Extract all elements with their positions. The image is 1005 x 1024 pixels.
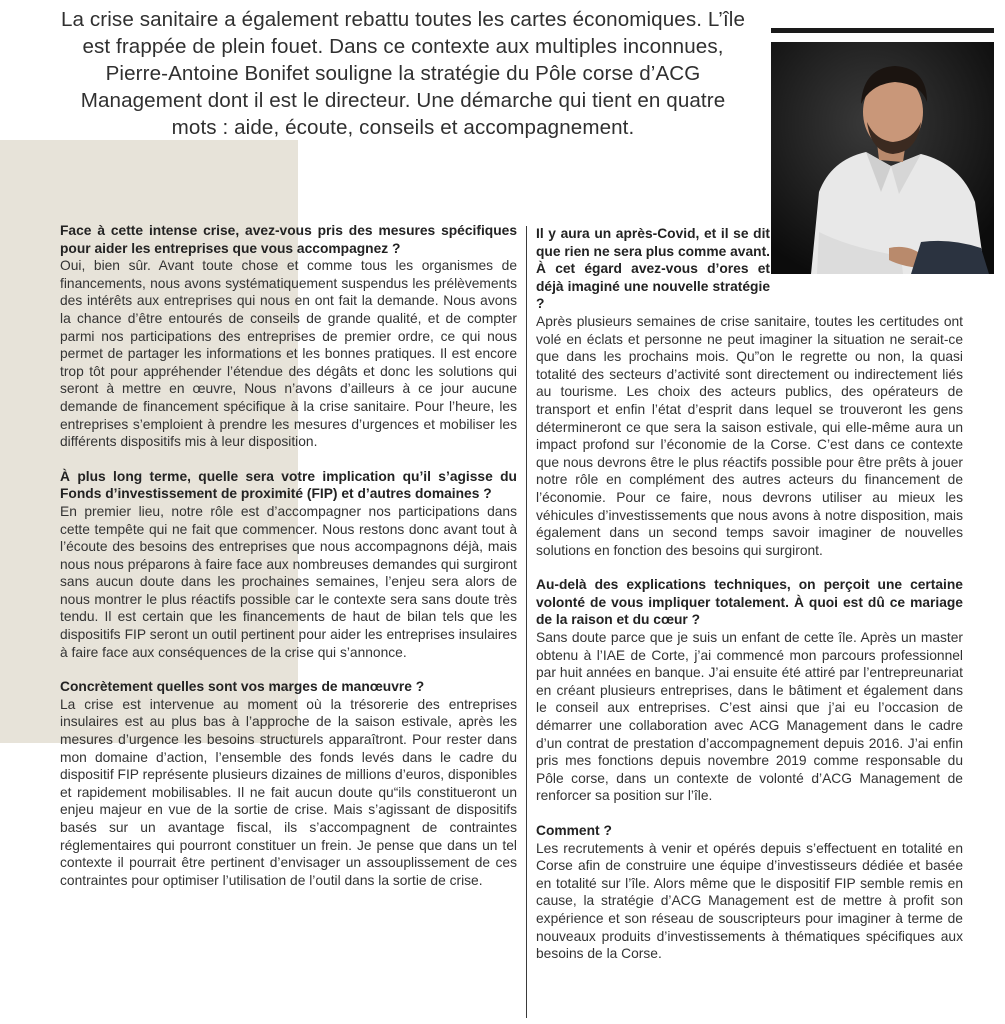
answer-paragraph: Sans doute parce que je suis un enfant de cette île. Après un master obtenu à l’IAE de Corte, j’ai commencé mon parcours professionnel par huit années en banque. J’ai ensuite été attiré par l’entrepreunariat en créant plusieurs entreprises, dans le bâtiment et également dans le conseil aux entreprises. C’est ainsi que j’ai eu l’occasion de démarrer une collaboration avec ACG Management dans le cadre d’un contrat de prestation d’accompagnement depuis 2016. J’ai enfin pris mes fonctions depuis novembre 2019 comme responsable du Pôle corse, dans un contexte de volonté d’ACG Management de renforcer sa position sur l’île. <box>536 630 963 804</box>
question-heading: Comment ? <box>536 823 612 838</box>
qa-block <box>60 678 517 889</box>
intro-paragraph: La crise sanitaire a également rebattu toutes les cartes économiques. L’île est frappée de plein fouet. Dans ce contexte aux multiples inconnues, Pierre-Antoine Bonifet souligne la stratégie du Pôle corse d’ACG Management dont il est le directeur. Une démarche qui tient en quatre mots : aide, écoute, conseils et accompagnement. <box>60 8 746 139</box>
qa-block <box>536 576 963 805</box>
qa-block <box>536 225 963 559</box>
question-heading: Il y aura un après-Covid, et il se dit que rien ne sera plus comme avant. À cet égard avez-vous d’ores et déjà imaginé une nouvelle stratégie ? <box>536 226 770 312</box>
answer-paragraph: Les recrutements à venir et opérés depuis s’effectuent en totalité en Corse afin de construire une équipe d’investisseurs dédiée et basée en totalité sur l’île. Alors même que le dispositif FIP semble remis en cause, la stratégie d’ACG Management est de mettre à profit son expérience et son réseau de souscripteurs pour imaginer à terme de nouveaux produits d’investissements à thématiques spécifiques aux besoins de la Corse. <box>536 840 963 962</box>
header-rule <box>771 28 994 33</box>
left-column <box>60 222 517 1024</box>
answer-paragraph: Oui, bien sûr. Avant toute chose et comme tous les organismes de financements, nous avons systématiquement suspendus les prélèvements des intérêts aux entreprises qui nous en ont fait la demande. Nous avons la chance d’être entourés de conseils de grande qualité, et de compter parmi nos participations des entreprises de premier ordre, ce qui nous permet de partager les informations et les bonnes pratiques. Il est encore trop tôt pour appréhender l’étendue des dégâts et donc les solutions qui seront à mettre en œuvre, Nous n’avons d’ailleurs à ce jour aucune demande de financement spécifique à la crise sanitaire. Pour l’heure, les entreprises s’emploient à prendre les mesures d’urgences et mobiliser les différents dispositifs mis à leur disposition. <box>60 258 517 450</box>
question-heading: Concrètement quelles sont vos marges de manœuvre ? <box>60 679 425 695</box>
right-column <box>536 225 963 1024</box>
question-heading: Face à cette intense crise, avez-vous pris des mesures spécifiques pour aider les entreprises que vous accompagnez ? <box>60 223 517 256</box>
question-heading: Au-delà des explications techniques, on perçoit une certaine volonté de vous impliquer totalement. À quoi est dû ce mariage de la raison et du cœur ? <box>536 577 963 628</box>
qa-block <box>60 468 517 662</box>
question-heading: À plus long terme, quelle sera votre implication qu’il s’agisse du Fonds d’investissement de proximité (FIP) et d’autres domaines ? <box>60 468 517 502</box>
qa-block <box>536 822 963 963</box>
answer-paragraph: En premier lieu, notre rôle est d’accompagner nos participations dans cette tempête qui ne fait que commencer. Nous restons donc avant tout à l’écoute des besoins des entreprises que nous accompagnons déjà, mais nous nous préparons à faire face aux nombreuses demandes qui surgiront sans aucun doute dans les prochaines semaines, l’enjeu sera alors de nous montrer le plus réactifs possible car le contexte sera sans doute très tendu. Il est certain que les financements de haut de bilan tels que les dispositifs FIP seront un outil pertinent pour aider les entreprises insulaires à faire face aux conséquences de la crise qui s’annonce. <box>60 503 517 660</box>
qa-block <box>60 222 517 451</box>
column-divider <box>526 226 527 1018</box>
answer-paragraph: La crise est intervenue au moment où la trésorerie des entreprises insulaires est au plus bas à l’approche de la saison estivale, après les mesures d’urgence les besoins structurels apparaîtront. Pour rester dans mon domaine d’action, l’ensemble des fonds levés dans le cadre du dispositif FIP représente plusieurs dizaines de millions d’euros, disponibles et rapidement mobilisables. Il ne fait aucun doute qu“ils constitueront un enjeu majeur en vue de la sortie de crise. Mais s’agissant de dispositifs basés sur un avantage fiscal, ils s’accompagnent de contraintes réglementaires qui pourront constituer un frein. Je pense que dans un tel contexte il pourrait être pertinent d’envisager un assouplissement de ces contraintes pour optimiser l’utilisation de l’outil dans la sortie de crise. <box>60 696 517 888</box>
answer-paragraph: Après plusieurs semaines de crise sanitaire, toutes les certitudes ont volé en éclats et personne ne peut imaginer la situation ne serait-ce que dans les prochains mois. Qu”on le regrette ou non, la quasi totalité des secteurs d’activité sont directement ou indirectement liés au tourisme. Les choix des acteurs publics, des opérateurs de transport et enfin l’état d’esprit dans lequel se trouveront les gens détermineront ce que sera la saison estivale, qui elle-même aura un impact profond sur l’économie de la Corse. C’est dans ce contexte que nous devrons être le plus réactifs possible pour être prêts à jouer notre rôle en complément des autres acteurs du financement de l’économie. Pour ce faire, nous devrons utiliser au mieux les véhicules d’investissements que nous avons à notre disposition, mais également dans un second temps savoir imaginer de nouvelles solutions en fonction des besoins qui surgiront. <box>536 313 963 558</box>
